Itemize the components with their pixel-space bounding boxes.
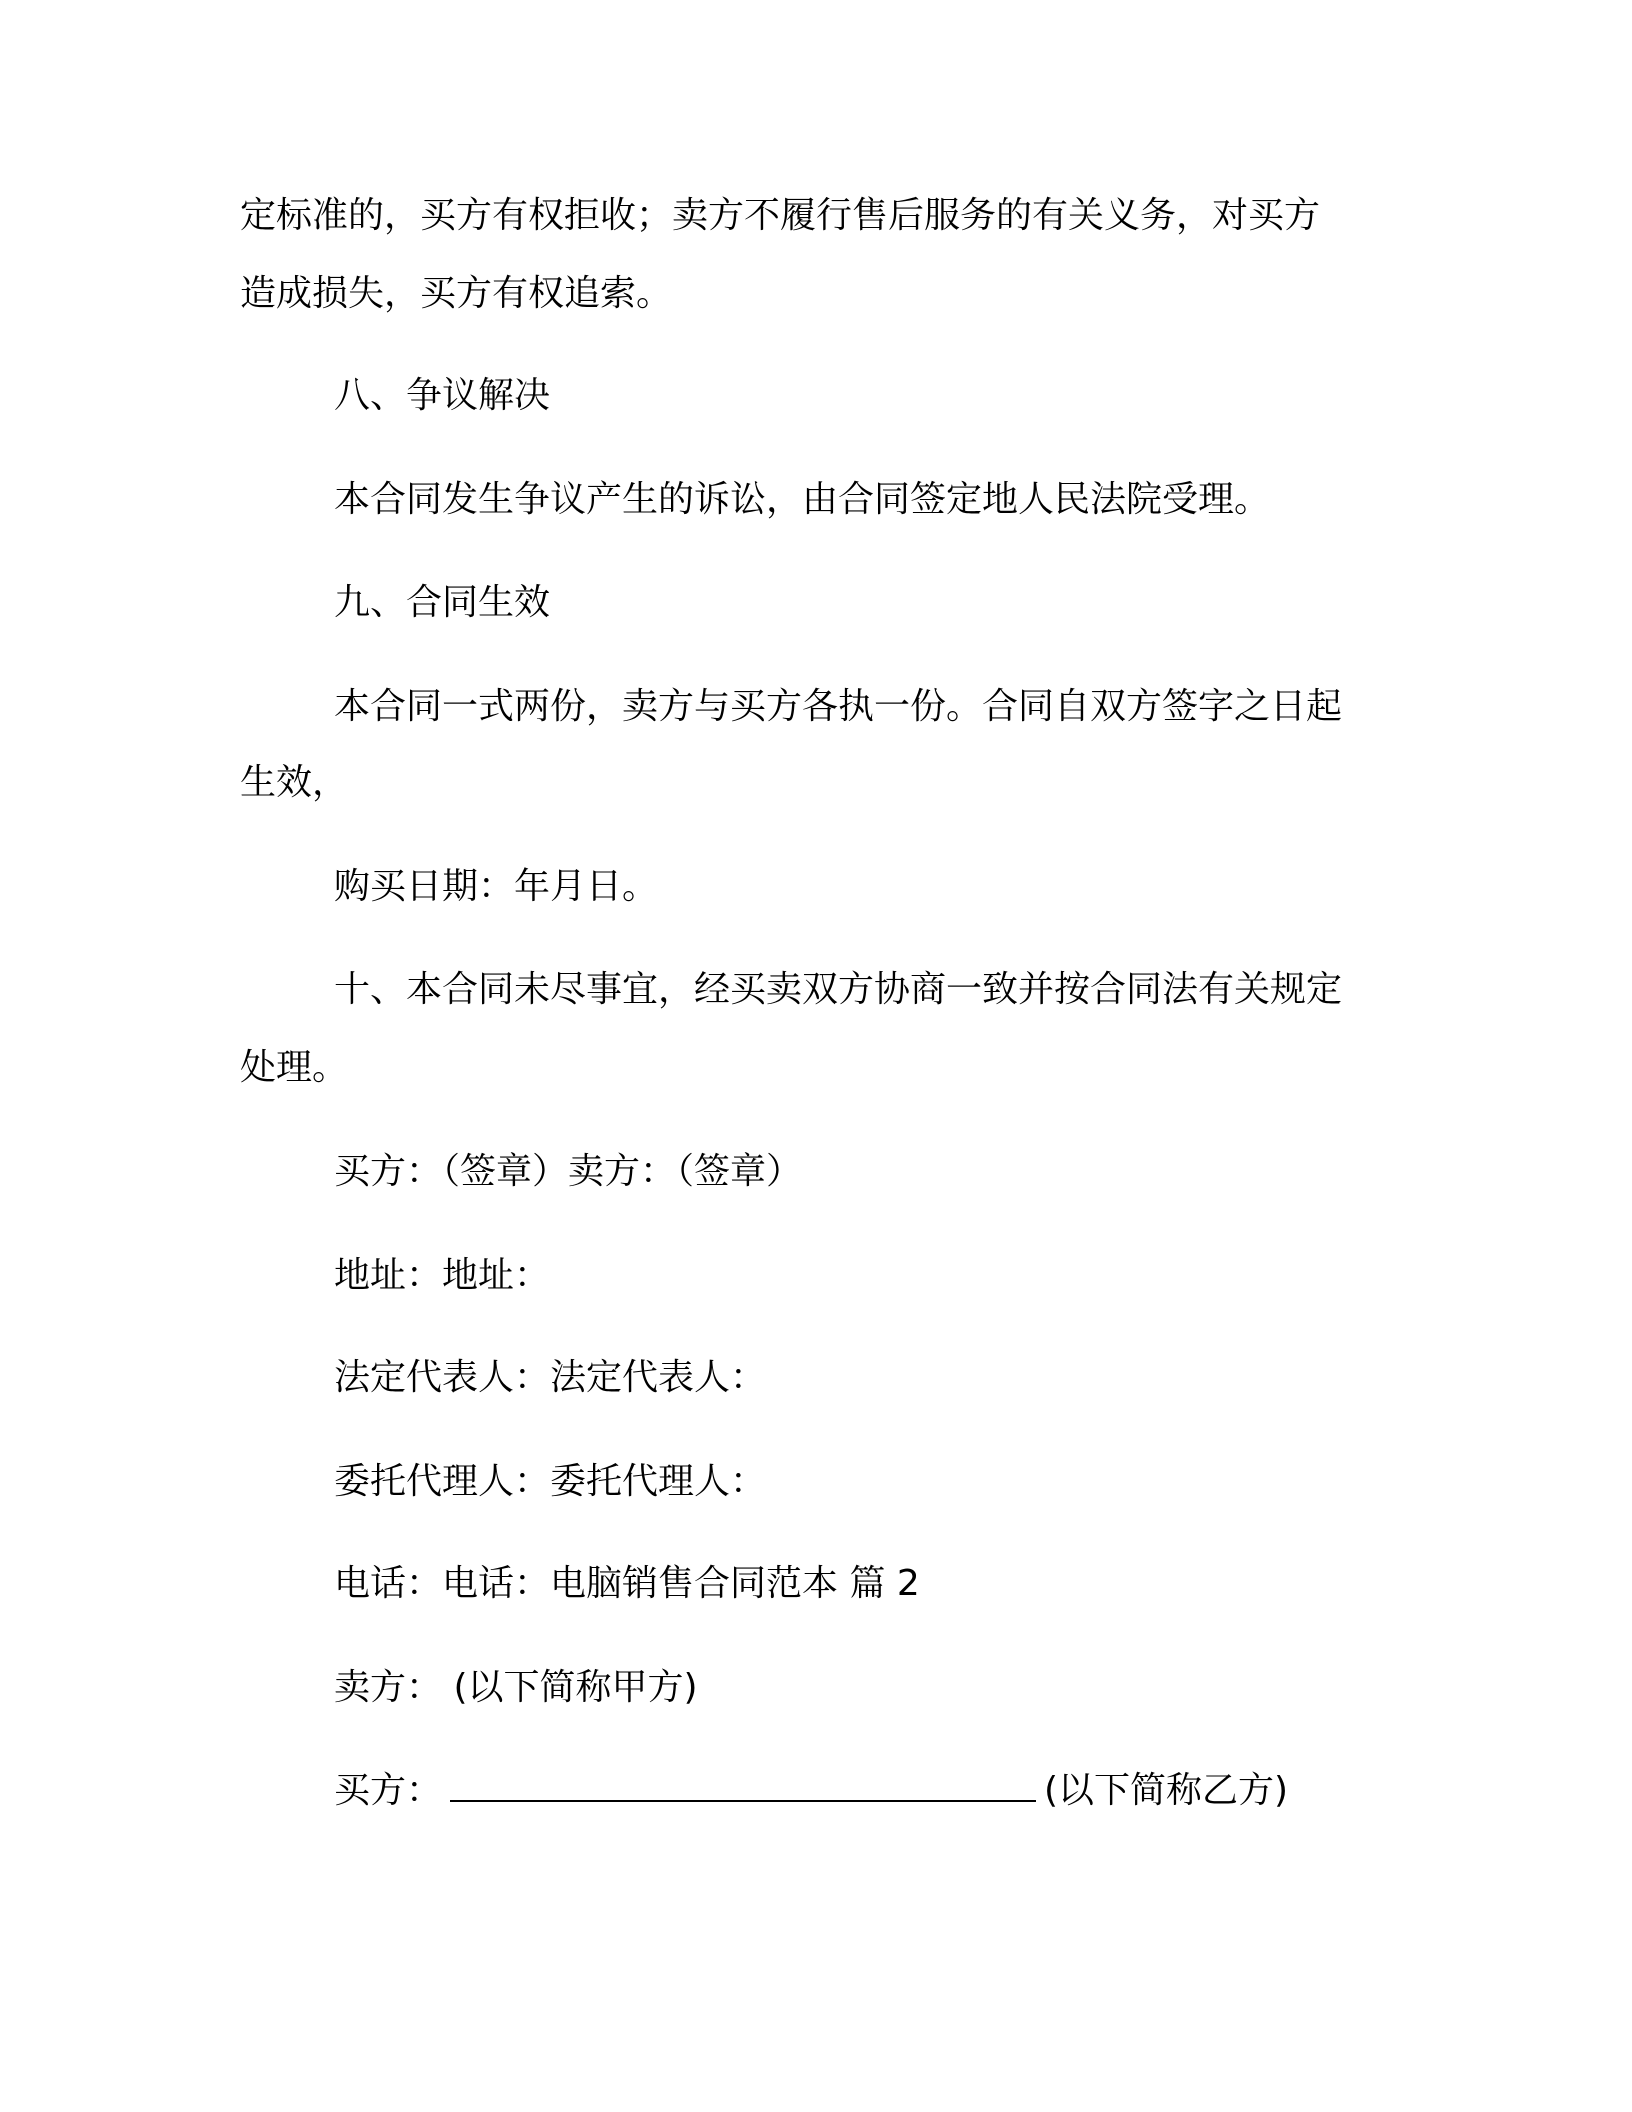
paragraph-line: 生效，: [240, 762, 349, 803]
buyer-blank: [450, 1768, 1036, 1802]
section-heading-9: 九、合同生效: [334, 582, 551, 623]
legal-representative-line: 法定代表人：法定代表人：: [334, 1357, 767, 1398]
paragraph-line: 本合同发生争议产生的诉讼，由合同签定地人民法院受理。: [334, 479, 1271, 520]
buyer-label: 买方：: [334, 1770, 443, 1811]
agent-line: 委托代理人：委托代理人：: [334, 1461, 767, 1502]
paragraph-line: 造成损失，买方有权追索。: [240, 273, 673, 314]
seller-line: 卖方： (以下简称甲方): [334, 1667, 698, 1708]
paragraph-line: 处理。: [240, 1047, 349, 1088]
address-line: 地址：地址：: [334, 1255, 551, 1296]
paragraph-line: 本合同一式两份，卖方与买方各执一份。合同自双方签字之日起: [334, 686, 1343, 727]
paragraph-line: 十、本合同未尽事宜，经买卖双方协商一致并按合同法有关规定: [334, 969, 1343, 1010]
paragraph-line: 定标准的，买方有权拒收；卖方不履行售后服务的有关义务，对买方: [240, 195, 1321, 236]
buyer-line: [334, 1768, 1288, 1813]
purchase-date: 购买日期：年月日。: [334, 866, 659, 907]
buyer-suffix: (以下简称乙方): [1044, 1770, 1289, 1811]
section-heading-8: 八、争议解决: [334, 375, 551, 416]
signature-line: 买方：（签章）卖方：（签章）: [334, 1151, 803, 1192]
phone-line: 电话：电话：电脑销售合同范本 篇 2: [334, 1563, 920, 1604]
